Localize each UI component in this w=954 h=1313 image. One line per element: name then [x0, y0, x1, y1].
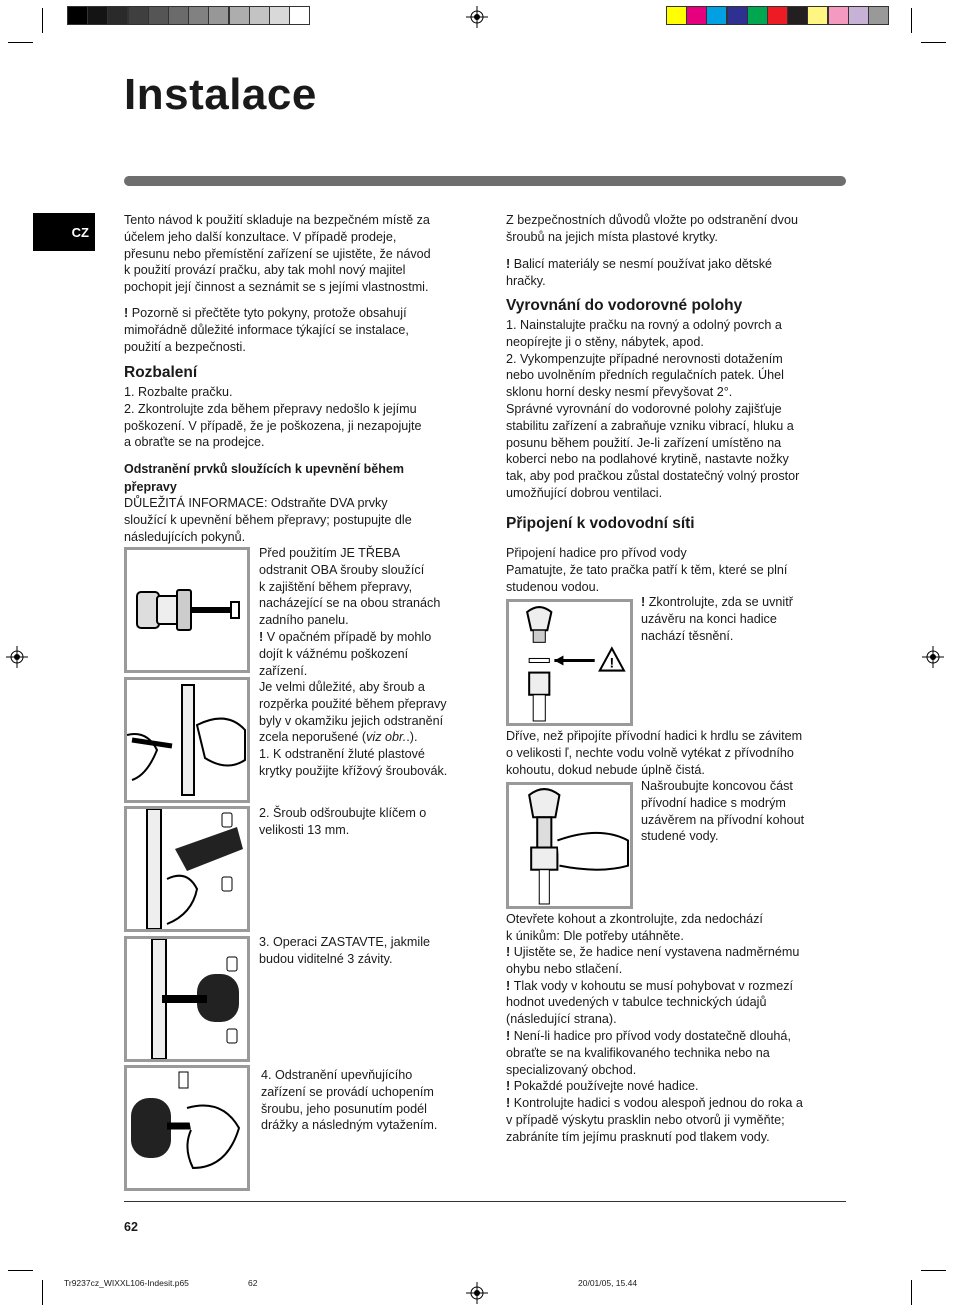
color-swatch — [787, 6, 808, 25]
crop-mark — [42, 8, 43, 33]
gray-swatch — [67, 6, 88, 25]
gray-swatch — [148, 6, 169, 25]
warning-icon: ! — [506, 257, 514, 271]
intro-paragraph: Tento návod k použití skladuje na bezpečném místě za účelem jeho další konzultace. V případě prodeje, přesunu nebo přemístění zařízení se ujistěte, že návod k použití provází pračku, aby tak mohl nový majitel pochopit její činnost a seznámit se s jejími vlastnostmi. — [124, 213, 431, 295]
crop-mark — [921, 1270, 946, 1271]
transport-text: DŮLEŽITÁ INFORMACE: Odstraňte DVA prvky sloužící k upevnění během přepravy; postupujte dle následujících pokynů. — [124, 496, 412, 544]
registration-target-icon — [466, 6, 488, 28]
open-tap-text: Otevřete kohout a zkontrolujte, zda nedochází k únikům: Dle potřeby utáhněte. — [506, 912, 763, 943]
seal-check-text: Zkontrolujte, zda se uvnitř uzávěru na konci hadice nachází těsnění. — [641, 595, 793, 643]
crop-mark — [911, 8, 912, 33]
registration-target-icon — [6, 646, 28, 668]
warning-paragraph — [124, 305, 469, 355]
hose-warning-item — [506, 1078, 851, 1095]
gray-swatch — [128, 6, 149, 25]
packaging-warning — [506, 256, 851, 290]
leveling-text: 1. Nainstalujte pračku na rovný a odolný povrch a neopírejte ji o stěny, nábytek, apod. 2. Vykompenzujte případné nerovnosti dotažením nebo uvolněním předních regulačních patek. Úhel sklonu horní desky nesmí převyšovat 2°. Správné vyrovnání do vodorovné polohy zajišťuje stabilitu zařízení a zabraňuje vzniku vibrací, hluku a posunu během použití. Je-li zařízení umístěno na koberci nebo na podlahové krytině, nastavte nožky tak, aby pod pračkou zůstal dostatečný volný prostor umožňující dobrou ventilaci. — [506, 318, 800, 500]
color-swatch — [686, 6, 707, 25]
warning-icon: ! — [259, 630, 267, 644]
packaging-warning-text: Balicí materiály se nesmí používat jako dětské hračky. — [506, 257, 772, 288]
color-swatch — [747, 6, 768, 25]
remove-bolt-figure — [124, 1065, 250, 1191]
color-swatch — [706, 6, 727, 25]
hose-connect-figure — [506, 782, 633, 909]
slug-date: 20/01/05, 15.44 — [578, 1278, 638, 1288]
hose-warning-item — [506, 978, 851, 1028]
wrench-figure — [124, 806, 250, 932]
warning-icon: ! — [506, 978, 514, 993]
warning-text: Pozorně si přečtěte tyto pokyny, protože obsahují mimořádně důležité informace týkající se instalace, použití a bezpečnosti. — [124, 306, 409, 354]
screw-on-text: Našroubujte koncovou část přívodní hadice s modrým uzávěrem na přívodní kohout studené vody. — [641, 779, 805, 844]
crop-mark — [921, 42, 946, 43]
warning-icon: ! — [506, 945, 514, 959]
warning-icon: ! — [641, 595, 649, 609]
step4-text: 4. Odstranění upevňujícího zařízení se provádí uchopením šroubu, jeho posunutím podél drážky a následným vytažením. — [261, 1068, 438, 1133]
water-intro: Připojení hadice pro přívod vody Pamatujte, že tato pračka patří k těm, které se plní studenou vodou. — [506, 546, 788, 594]
warning-icon: ! — [506, 1028, 514, 1043]
transport-heading: Odstranění prvků sloužících k upevnění během přepravy — [124, 462, 404, 494]
hose-warning-text: Ujistěte se, že hadice není vystavena nadměrnému ohybu nebo stlačení. — [506, 945, 800, 976]
rozbaleni-heading: Rozbalení — [124, 364, 198, 381]
hose-warning-text: Není-li hadice pro přívod vody dostatečně dlouhá, obraťte se na kvalifikovaného technika nebo na specializovaný obchod. — [506, 1028, 791, 1077]
crop-mark — [42, 1280, 43, 1305]
color-swatch — [807, 6, 828, 25]
warning-icon: ! — [506, 1079, 514, 1094]
gray-swatch — [289, 6, 310, 25]
title-rule — [124, 176, 846, 186]
registration-target-icon — [922, 646, 944, 668]
step2-text: 2. Šroub odšroubujte klíčem o velikosti 13 mm. — [259, 806, 427, 837]
rozbaleni-text: 1. Rozbalte pračku. 2. Zkontrolujte zda během přepravy nedošlo k jejímu poškození. V případě, že je poškozena, ji nezapojujte a obraťte se na prodejce. — [124, 385, 422, 450]
color-swatch — [666, 6, 687, 25]
registration-target-icon — [466, 1282, 488, 1304]
gray-swatch — [87, 6, 108, 25]
gray-swatch — [208, 6, 229, 25]
page-title: Instalace — [124, 70, 317, 119]
water-heading: Připojení k vodovodní síti — [506, 515, 695, 532]
step1-text: 1. K odstranění žluté plastové krytky použijte křížový šroubovák. — [259, 747, 448, 778]
slug-filename: Tr9237cz_WIXXL106-Indesit.p65 — [64, 1278, 189, 1288]
hose-seal-figure — [506, 599, 633, 726]
flush-text: Dříve, než připojíte přívodní hadici k hrdlu se závitem o velikosti ľ, nechte vodu volně vytékat z přívodního kohoutu, dokud nebude úplně čistá. — [506, 729, 803, 777]
threads-figure — [124, 936, 250, 1062]
color-swatch — [848, 6, 869, 25]
warning-icon: ! — [506, 1096, 514, 1111]
step0-note — [259, 679, 474, 746]
hose-warning-item — [506, 1095, 851, 1145]
gray-swatch — [249, 6, 270, 25]
transport-bolt-figure — [124, 547, 250, 673]
gray-swatch — [168, 6, 189, 25]
hose-warning-text: Pokaždé používejte nové hadice. — [513, 1079, 699, 1094]
color-swatch — [868, 6, 889, 25]
gray-swatch — [107, 6, 128, 25]
safety-paragraph: Z bezpečnostních důvodů vložte po odstranění dvou šroubů na jejich místa plastové krytky. — [506, 213, 798, 244]
hose-warning-item — [506, 944, 851, 978]
step0-note-italic: viz obr. — [366, 730, 407, 745]
crop-mark — [8, 1270, 33, 1271]
slug-page: 62 — [248, 1278, 258, 1288]
leveling-heading: Vyrovnání do vodorovné polohy — [506, 297, 743, 314]
footer-rule — [124, 1201, 846, 1202]
step0-note-end: .). — [406, 730, 418, 745]
step0-warning — [259, 629, 474, 679]
crop-mark — [911, 1280, 912, 1305]
gray-swatch — [269, 6, 290, 25]
hose-warning-item — [506, 1028, 851, 1078]
crop-mark — [8, 42, 33, 43]
color-swatch — [727, 6, 748, 25]
step0-text: Před použitím JE TŘEBA odstranit OBA šrouby sloužící k zajištění během přepravy, nacházející se na obou stranách zadního panelu. — [259, 546, 441, 628]
step0-warning-text: V opačném případě by mohlo dojít k vážnému poškození zařízení. — [259, 630, 432, 678]
screwdriver-figure — [124, 677, 250, 803]
hose-warning-text: Tlak vody v kohoutu se musí pohybovat v rozmezí hodnot uvedených v tabulce technických údajů (následující strana). — [506, 978, 793, 1027]
hose-warnings-list — [506, 944, 851, 1146]
language-tab: CZ — [33, 213, 95, 251]
gray-swatch — [229, 6, 250, 25]
color-swatch — [828, 6, 849, 25]
svg-text:!: ! — [609, 654, 615, 671]
page-number: 62 — [124, 1220, 138, 1234]
step0-note-text: Je velmi důležité, aby šroub a rozpěrka použité během přepravy byly v okamžiku jejich odstranění zcela neporušené ( — [259, 680, 447, 745]
hose-warning-text: Kontrolujte hadici s vodou alespoň jednou do roka a v případě výskytu prasklin nebo otvorů ji vyměňte; zabráníte tím jejímu prasknutí pod tlakem vody. — [506, 1096, 803, 1144]
seal-check — [641, 594, 851, 644]
warning-icon: ! — [124, 306, 132, 320]
step3-text: 3. Operaci ZASTAVTE, jakmile budou viditelné 3 závity. — [259, 935, 430, 966]
gray-swatch — [188, 6, 209, 25]
color-swatch — [767, 6, 788, 25]
